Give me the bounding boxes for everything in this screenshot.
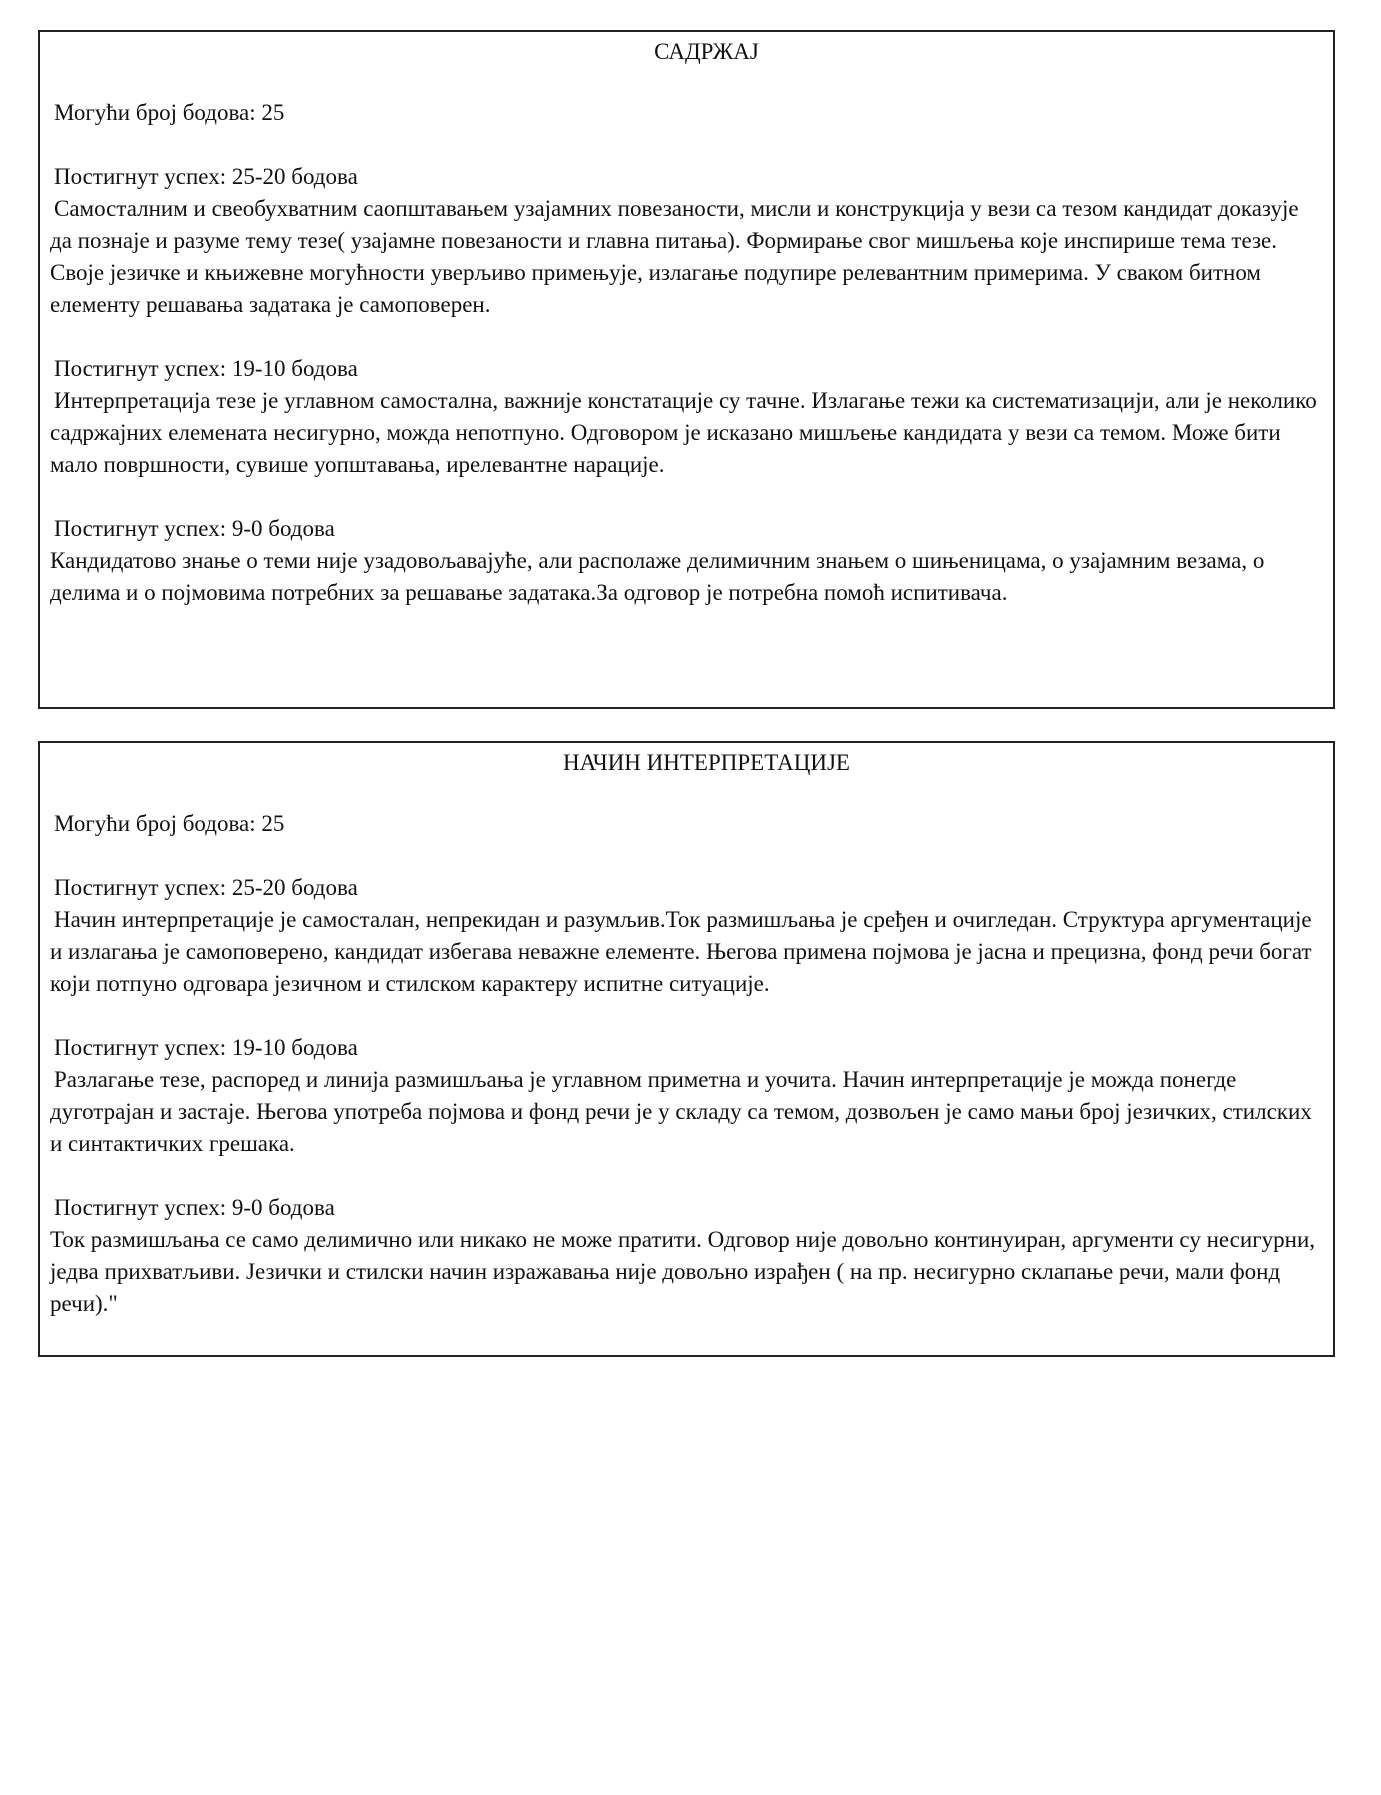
max-points-label: Могући број бодова: 25 (54, 811, 285, 836)
interpretation-criteria-box (38, 741, 1335, 1357)
score-level-description: Самосталним и свеобухватним саопштавањем узајамних повезаности, мисли и конструкција у вези са тезом кандидат доказује да познаје и разуме тему тезе( узајамне повезаности и главна питања). Формирање свог мишљења које инспирише тема тезе. Своје језичке и књижевне могућности уверљиво примењује, излагање подупире релевантним примерима. У сваком битном елементу решавања задатака је самоповерен. (50, 196, 1299, 317)
score-level-heading: Постигнут успех: 19-10 бодова (54, 356, 358, 381)
score-level-heading: Постигнут успех: 9-0 бодова (54, 1195, 335, 1220)
section-title: НАЧИН ИНТЕРПРЕТАЦИЈЕ (563, 750, 850, 775)
section-title: САДРЖАЈ (654, 39, 759, 64)
score-level-description: Интерпретација тезе је углавном самостална, важније констатације су тачне. Излагање тежи ка систематизацији, али је неколико садржајних елемената несигурно, можда непотпуно. Одговором је исказано мишљење кандидата у вези са темом. Може бити мало површности, сувише уопштавања, ирелевантне нарације. (50, 388, 1317, 477)
score-level (50, 353, 1323, 481)
score-level-heading: Постигнут успех: 19-10 бодова (54, 1035, 358, 1060)
score-level (50, 1032, 1323, 1160)
max-points-label: Могући број бодова: 25 (54, 100, 285, 125)
content-criteria-box (38, 30, 1335, 709)
score-level-description: Разлагање тезе, распоред и линија размишљања је углавном приметна и уочита. Начин интерпретације је можда понегде дуготрајан и застаје. Његова употреба појмова и фонд речи је у складу са темом, дозвољен је само мањи број језичких, стилских и синтактичких грешака. (50, 1067, 1312, 1156)
score-level (50, 1192, 1323, 1320)
score-level (50, 872, 1323, 1000)
score-level-description: Ток размишљања се само делимично или никако не може пратити. Одговор није довољно континуиран, аргументи су несигурни, једва прихватљиви. Језички и стилски начин изражавања није довољно израђен ( на пр. несигурно склапање речи, мали фонд речи)." (50, 1227, 1315, 1316)
score-level-description: Кандидатово знање о теми није узадовољавајуће, али располаже делимичним знањем о шињеницама, о узајамним везама, о делима и о појмовима потребних за решавање задатака.За одговор је потребна помоћ испитивача. (50, 548, 1265, 605)
score-level-heading: Постигнут успех: 25-20 бодова (54, 875, 358, 900)
score-level-heading: Постигнут успех: 9-0 бодова (54, 516, 335, 541)
score-level-description: Начин интерпретације је самосталан, непрекидан и разумљив.Ток размишљања је сређен и очигледан. Структура аргументације и излагања је самоповерено, кандидат избегава неважне елементе. Његова примена појмова је јасна и прецизна, фонд речи богат који потпуно одговара језичном и стилском карактеру испитне ситуације. (50, 907, 1312, 996)
score-level-heading: Постигнут успех: 25-20 бодова (54, 164, 358, 189)
score-level (50, 161, 1323, 321)
score-level (50, 513, 1323, 609)
